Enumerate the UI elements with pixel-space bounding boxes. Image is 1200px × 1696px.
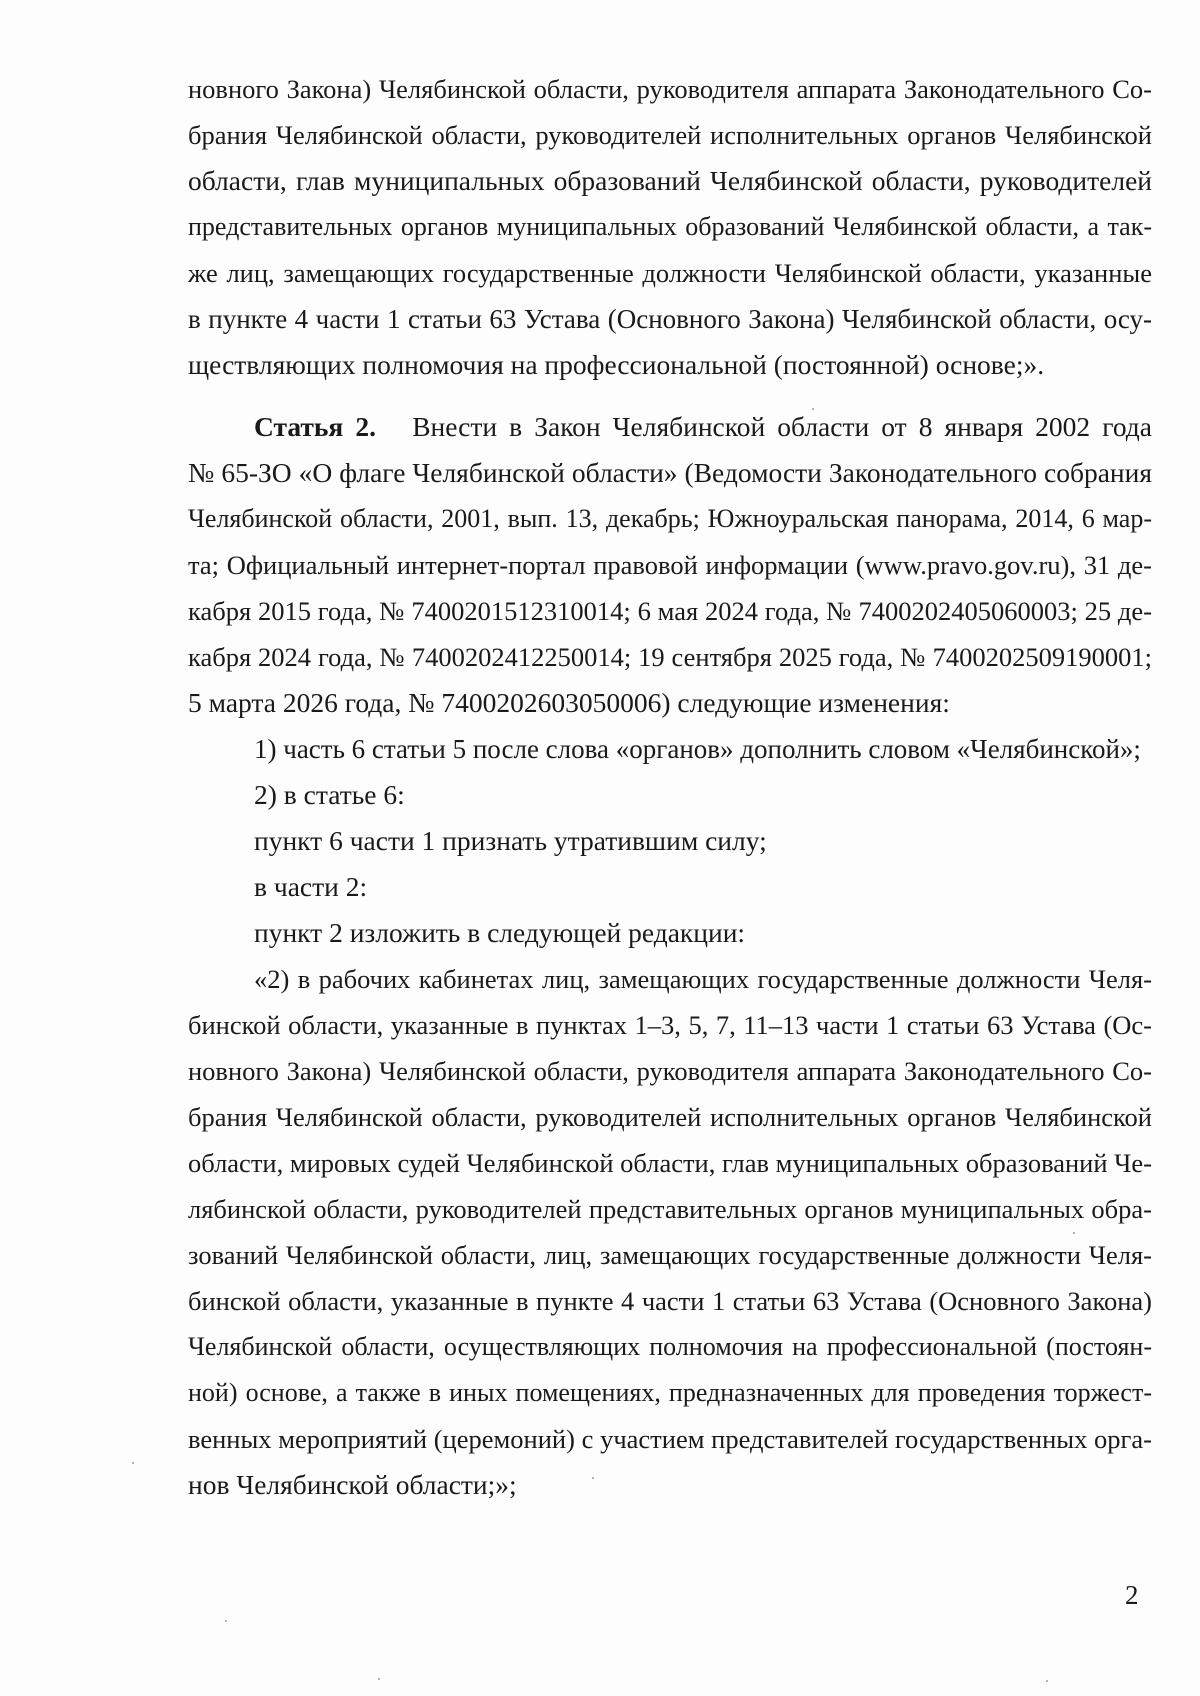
quoted-text-line: области, мировых судей Челябинской области, глав муниципальных образований Че-: [188, 1148, 1152, 1178]
quoted-text-line: лябинской области, руководителей представительных органов муниципальных обра-: [188, 1194, 1152, 1224]
quoted-text-line: венных мероприятий (церемоний) с участием представителей государственных орга-: [188, 1424, 1152, 1454]
text-line: ществляющих полномочия на профессиональной (постоянной) основе;».: [188, 349, 1045, 380]
scan-speck: [225, 1620, 227, 1622]
text-line: кабря 2024 года, № 7400202412250014; 19 сентября 2025 года, № 7400202509190001;: [188, 642, 1152, 672]
amendment-item: в части 2:: [254, 871, 368, 902]
quoted-text-line: зований Челябинской области, лиц, замещающих государственные должности Челя-: [188, 1240, 1152, 1270]
text-line: 5 марта 2026 года, № 7400202603050006) следующие изменения:: [188, 687, 950, 718]
amendment-item: пункт 6 части 1 признать утратившим силу;: [254, 825, 767, 856]
quoted-text-line: «2) в рабочих кабинетах лиц, замещающих государственные должности Челя-: [254, 964, 1152, 994]
quoted-text-line: нов Челябинской области;»;: [188, 1469, 517, 1500]
quoted-text-line: бинской области, указанные в пункте 4 части 1 статьи 63 Устава (Основного Закона): [188, 1286, 1152, 1316]
article-2: [188, 404, 1152, 1508]
text-line: кабря 2015 года, № 7400201512310014; 6 мая 2024 года, № 7400202405060003; 25 де-: [188, 596, 1152, 626]
article-2-intro: Внести в Закон Челябинской области от 8 января 2002 года: [412, 411, 1153, 442]
article-heading: Статья 2.: [254, 411, 376, 442]
quoted-text-line: Челябинской области, осуществляющих полномочия на профессиональной (постоян-: [188, 1332, 1152, 1361]
continued-paragraph: [188, 66, 1152, 388]
text-line: представительных органов муниципальных образований Челябинской области, а так-: [188, 212, 1152, 241]
text-line: брания Челябинской области, руководителей исполнительных органов Челябинской: [188, 120, 1152, 150]
scan-speck: [378, 1678, 380, 1680]
scan-speck: [812, 408, 814, 410]
quoted-text-line: бинской области, указанные в пунктах 1–3, 5, 7, 11–13 части 1 статьи 63 Устава (Ос-: [188, 1010, 1152, 1040]
scan-speck: [592, 1477, 594, 1479]
quoted-text-line: брания Челябинской области, руководителей исполнительных органов Челябинской: [188, 1102, 1152, 1132]
scan-speck: [132, 1462, 134, 1464]
amendment-item: 2) в статье 6:: [254, 779, 405, 810]
text-line: Челябинской области, 2001, вып. 13, декабрь; Южноуральская панорама, 2014, 6 мар-: [188, 504, 1152, 533]
text-line: № 65-ЗО «О флаге Челябинской области» (Ведомости Законодательного собрания: [188, 457, 1152, 488]
amendment-item: пункт 2 изложить в следующей редакции:: [254, 917, 746, 948]
quoted-text-line: ной) основе, а также в иных помещениях, предназначенных для проведения торжест-: [188, 1378, 1152, 1407]
amendment-item: 1) часть 6 статьи 5 после слова «органов» дополнить словом «Челябинской»;: [254, 734, 1141, 764]
scan-speck: [1046, 1680, 1048, 1682]
text-line: же лиц, замещающих государственные должности Челябинской области, указанные: [188, 258, 1152, 288]
page-number: 2: [1125, 1580, 1139, 1610]
article-2-first-line: [188, 404, 1152, 450]
text-line: та; Официальный интернет-портал правовой информации (www.pravo.gov.ru), 31 де-: [188, 550, 1152, 580]
text-line: новного Закона) Челябинской области, руководителя аппарата Законодательного Со-: [188, 74, 1152, 104]
quoted-text-line: новного Закона) Челябинской области, руководителя аппарата Законодательного Со-: [188, 1056, 1152, 1086]
scan-speck: [1073, 1232, 1075, 1234]
text-line: области, глав муниципальных образований Челябинской области, руководителей: [188, 165, 1152, 196]
text-line: в пункте 4 части 1 статьи 63 Устава (Основного Закона) Челябинской области, осу-: [188, 304, 1152, 334]
